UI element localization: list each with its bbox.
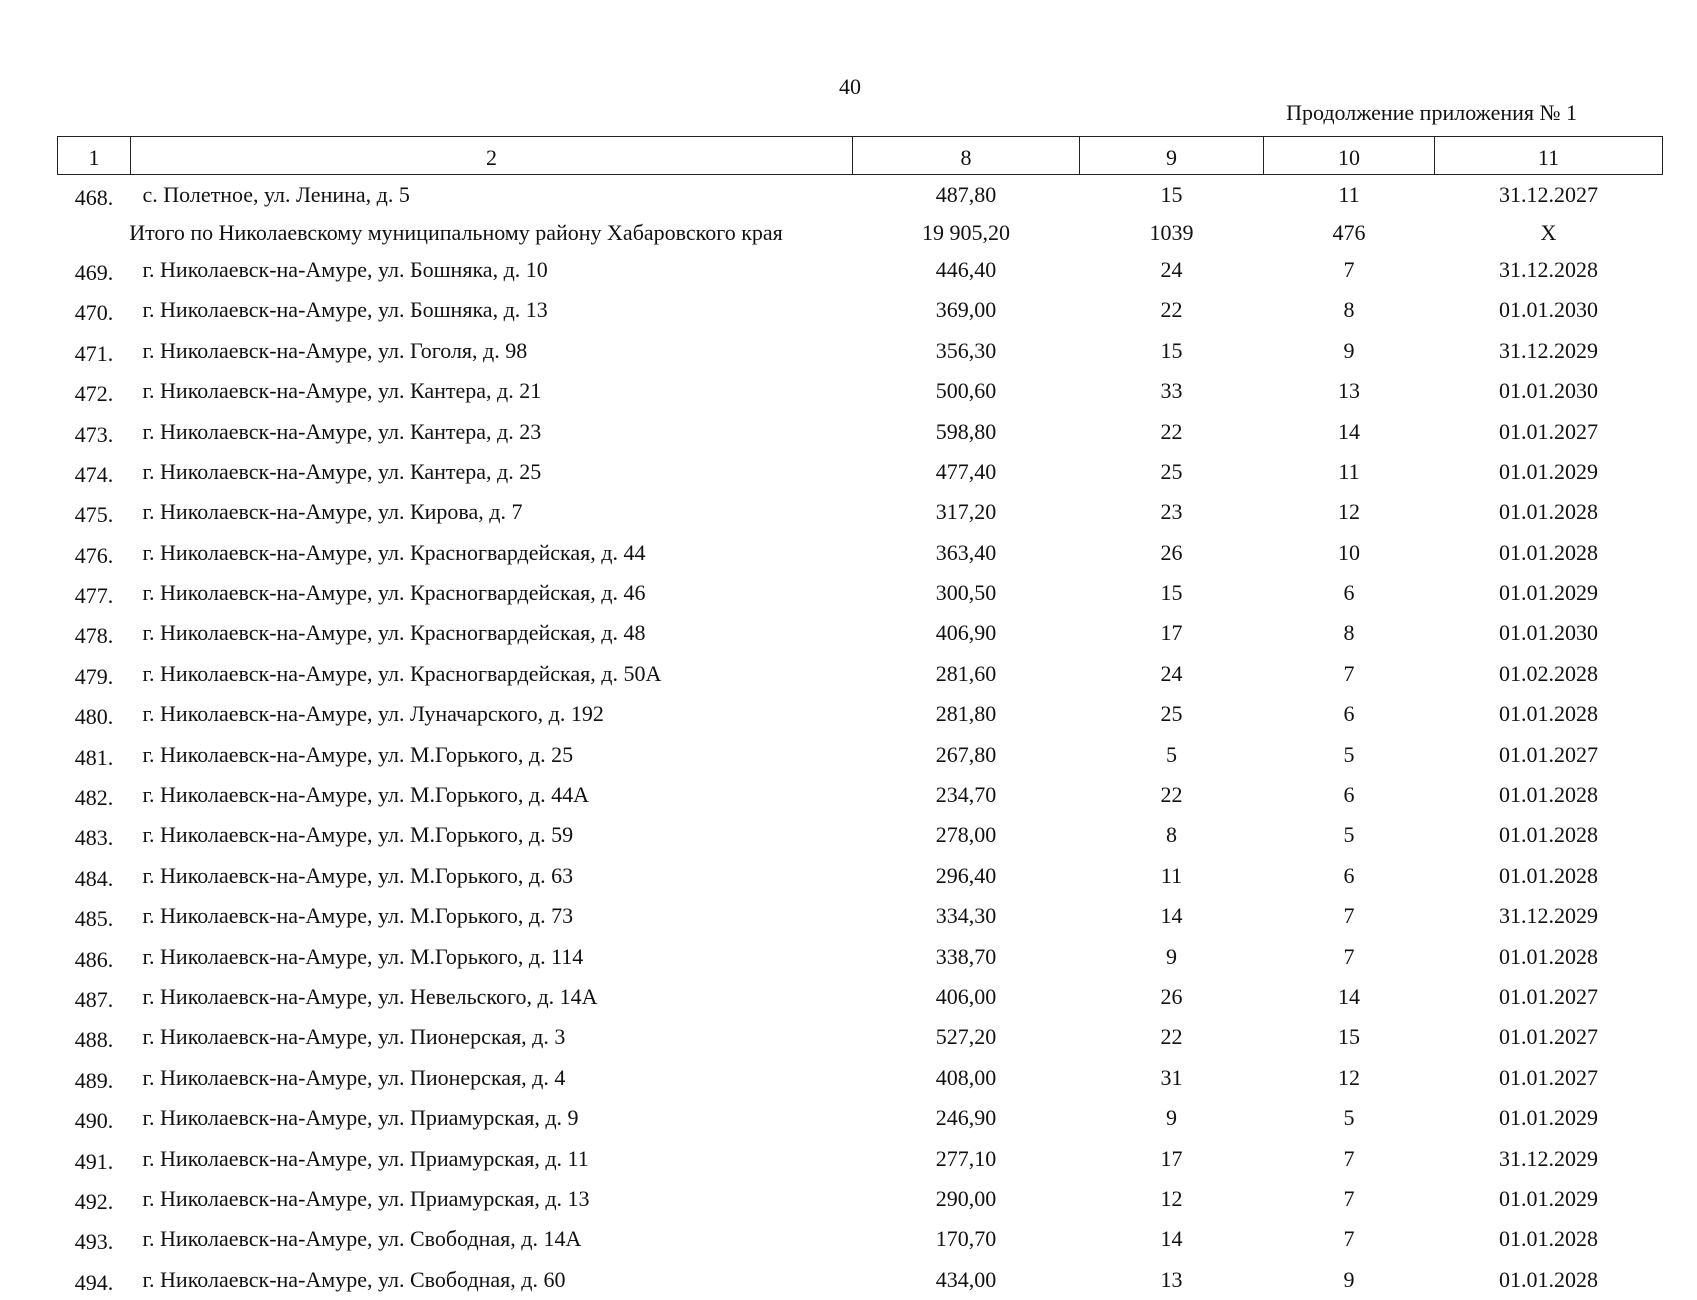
- table-row: [58, 250, 1663, 290]
- row-address: г. Николаевск-на-Амуре, ул. Свободная, д. 14А: [142, 1226, 582, 1252]
- table-row: [58, 613, 1663, 653]
- row-area: 356,30: [935, 337, 997, 363]
- row-date: 31.12.2027: [1499, 182, 1598, 208]
- row-area: 300,50: [935, 580, 997, 606]
- row-address: г. Николаевск-на-Амуре, ул. М.Горького, д. 73: [142, 903, 574, 929]
- row-number: 491.: [74, 1148, 114, 1174]
- table-row: [58, 371, 1663, 411]
- row-flats: 7: [1343, 1226, 1355, 1252]
- row-flats: 14: [1338, 984, 1360, 1009]
- row-area: 170,70: [935, 1226, 997, 1252]
- row-number: 494.: [74, 1269, 114, 1295]
- row-date: 01.01.2028: [1499, 862, 1598, 888]
- table-row: [58, 1219, 1663, 1259]
- table-row: [58, 533, 1663, 573]
- row-flats: 7: [1343, 903, 1355, 929]
- row-date: 01.01.2030: [1499, 378, 1598, 404]
- row-date: 31.12.2029: [1499, 903, 1598, 929]
- row-date: 01.01.2030: [1499, 297, 1598, 323]
- table-row: [58, 331, 1663, 371]
- row-number: 477.: [74, 583, 114, 609]
- row-residents: 14: [1160, 1226, 1183, 1252]
- row-date: 01.01.2027: [1499, 418, 1598, 444]
- row-residents: 22: [1160, 782, 1183, 808]
- row-area: 338,70: [935, 943, 997, 969]
- row-address: г. Николаевск-на-Амуре, ул. Пионерская, д. 3: [142, 1024, 566, 1050]
- row-residents: 24: [1160, 256, 1183, 282]
- row-flats: 14: [1338, 418, 1360, 444]
- header-col-8: 8: [853, 137, 1080, 175]
- table-row: [58, 815, 1663, 855]
- row-residents: 24: [1160, 660, 1183, 686]
- row-flats: 6: [1343, 862, 1355, 888]
- row-number: 489.: [74, 1067, 114, 1093]
- row-residents: 15: [1160, 337, 1183, 363]
- header-row: [58, 137, 1663, 175]
- row-date: 01.01.2028: [1499, 701, 1598, 727]
- row-residents: 8: [1166, 822, 1177, 848]
- row-address: г. Николаевск-на-Амуре, ул. Кантера, д. 25: [142, 458, 542, 484]
- row-area: 277,10: [935, 1145, 997, 1171]
- row-residents: 14: [1160, 903, 1183, 929]
- header-col-1: 1: [58, 137, 131, 175]
- row-flats: 7: [1343, 943, 1355, 969]
- row-area: 363,40: [935, 539, 997, 565]
- row-residents: 11: [1160, 862, 1183, 888]
- row-date: 01.01.2028: [1499, 782, 1598, 808]
- table-row: [58, 1098, 1663, 1138]
- row-number: 472.: [74, 381, 114, 407]
- row-area: 281,80: [935, 701, 997, 727]
- total-date: Х: [1540, 219, 1557, 245]
- row-date: 01.01.2029: [1499, 1105, 1598, 1131]
- row-number: 481.: [74, 744, 114, 770]
- total-label: Итого по Николаевскому муниципальному району Хабаровского края: [129, 219, 783, 245]
- row-flats: 15: [1338, 1024, 1360, 1050]
- table-row: [58, 977, 1663, 1017]
- row-area: 477,40: [935, 458, 997, 484]
- table-row: [58, 452, 1663, 492]
- row-area: 406,00: [935, 984, 997, 1009]
- table-row: [58, 1138, 1663, 1178]
- table-row: [58, 775, 1663, 815]
- row-area: 334,30: [935, 903, 997, 929]
- table-row: [58, 1017, 1663, 1057]
- row-date: 01.01.2028: [1499, 822, 1598, 848]
- row-address: г. Николаевск-на-Амуре, ул. Кантера, д. 21: [142, 378, 542, 404]
- table-row: [58, 1058, 1663, 1098]
- row-area: 446,40: [935, 256, 997, 282]
- row-number: 473.: [74, 421, 114, 447]
- row-flats: 9: [1343, 337, 1355, 363]
- table-row: [58, 694, 1663, 734]
- row-flats: 6: [1343, 782, 1355, 808]
- row-number: 471.: [74, 340, 114, 366]
- row-residents: 13: [1160, 1266, 1183, 1292]
- row-number: 469.: [74, 259, 114, 285]
- row-area: 369,00: [935, 297, 997, 323]
- row-number: 482.: [74, 785, 114, 811]
- row-date: 01.01.2028: [1499, 943, 1598, 969]
- row-residents: 22: [1160, 418, 1183, 444]
- row-area: 487,80: [935, 182, 997, 208]
- row-flats: 10: [1338, 539, 1360, 565]
- table-row: [58, 1179, 1663, 1219]
- row-address: г. Николаевск-на-Амуре, ул. М.Горького, д. 63: [142, 862, 574, 888]
- row-area: 281,60: [935, 660, 997, 686]
- row-date: 31.12.2028: [1499, 256, 1598, 282]
- row-residents: 25: [1160, 701, 1183, 727]
- row-number: 475.: [74, 502, 114, 528]
- row-date: 31.12.2029: [1499, 337, 1598, 363]
- row-number: 484.: [74, 865, 114, 891]
- row-address: г. Николаевск-на-Амуре, ул. М.Горького, д. 44А: [142, 782, 589, 808]
- row-number: 476.: [74, 542, 114, 568]
- total-residents: 1039: [1149, 219, 1194, 245]
- table-body: [58, 175, 1663, 1300]
- row-residents: 9: [1166, 1105, 1177, 1131]
- row-residents: 22: [1160, 297, 1183, 323]
- row-date: 01.01.2028: [1499, 539, 1598, 565]
- housing-register-table: [57, 136, 1663, 1300]
- row-residents: 17: [1160, 1145, 1183, 1171]
- row-address: г. Николаевск-на-Амуре, ул. Пионерская, д. 4: [142, 1064, 566, 1090]
- table-row: [58, 896, 1663, 936]
- row-residents: 22: [1160, 1024, 1183, 1050]
- row-number: 485.: [74, 906, 114, 932]
- row-flats: 12: [1338, 499, 1360, 525]
- row-address: г. Николаевск-на-Амуре, ул. Красногвардейская, д. 50А: [142, 660, 662, 686]
- row-area: 598,80: [935, 418, 997, 444]
- row-residents: 9: [1166, 943, 1177, 969]
- row-residents: 15: [1160, 182, 1183, 208]
- row-flats: 5: [1343, 822, 1355, 848]
- row-residents: 12: [1160, 1185, 1183, 1211]
- row-address: г. Николаевск-на-Амуре, ул. Гоголя, д. 98: [142, 337, 528, 363]
- row-flats: 5: [1343, 1105, 1355, 1131]
- page-number: 40: [839, 74, 861, 99]
- row-date: 01.01.2028: [1499, 499, 1598, 525]
- row-date: 01.01.2027: [1499, 984, 1598, 1009]
- row-number: 479.: [74, 663, 114, 689]
- row-date: 01.01.2030: [1499, 620, 1598, 646]
- row-flats: 7: [1343, 1185, 1355, 1211]
- row-address: г. Николаевск-на-Амуре, ул. Красногвардейская, д. 46: [142, 580, 646, 606]
- row-date: 01.01.2028: [1499, 1266, 1598, 1292]
- row-area: 278,00: [935, 822, 997, 848]
- table-row: [58, 856, 1663, 896]
- row-address: г. Николаевск-на-Амуре, ул. Луначарского, д. 192: [142, 701, 604, 727]
- row-area: 267,80: [935, 741, 997, 767]
- row-number: 493.: [74, 1229, 114, 1255]
- row-number: 492.: [74, 1188, 114, 1214]
- row-flats: 6: [1343, 580, 1355, 606]
- total-area: 19 905,20: [922, 219, 1010, 245]
- row-number: 486.: [74, 946, 114, 972]
- row-area: 434,00: [935, 1266, 997, 1292]
- row-area: 290,00: [935, 1185, 997, 1211]
- row-residents: 26: [1160, 984, 1183, 1009]
- row-date: 01.01.2027: [1499, 1064, 1598, 1090]
- header-col-2: 2: [131, 137, 853, 175]
- row-address: с. Полетное, ул. Ленина, д. 5: [142, 182, 410, 208]
- row-address: г. Николаевск-на-Амуре, ул. Кантера, д. 23: [142, 418, 542, 444]
- row-area: 317,20: [935, 499, 997, 525]
- row-date: 01.01.2027: [1499, 1024, 1598, 1050]
- row-address: г. Николаевск-на-Амуре, ул. Приамурская, д. 11: [142, 1145, 589, 1171]
- row-number: 474.: [74, 461, 114, 487]
- row-flats: 7: [1343, 1145, 1355, 1171]
- row-flats: 11: [1338, 182, 1360, 208]
- row-flats: 7: [1343, 256, 1355, 282]
- table-row: [58, 492, 1663, 532]
- row-number: 490.: [74, 1108, 114, 1134]
- row-address: г. Николаевск-на-Амуре, ул. Бошняка, д. 13: [142, 297, 548, 323]
- row-area: 234,70: [935, 782, 997, 808]
- table-row: [58, 734, 1663, 774]
- table-row: [58, 290, 1663, 330]
- row-flats: 11: [1338, 458, 1360, 484]
- total-row: [58, 215, 1663, 249]
- row-address: г. Николаевск-на-Амуре, ул. Красногвардейская, д. 48: [142, 620, 646, 646]
- table-row: [58, 411, 1663, 451]
- row-address: г. Николаевск-на-Амуре, ул. М.Горького, д. 59: [142, 822, 574, 848]
- row-number: 483.: [74, 825, 114, 851]
- row-date: 01.02.2028: [1499, 660, 1598, 686]
- header-col-10: 10: [1264, 137, 1435, 175]
- row-area: 527,20: [935, 1024, 997, 1050]
- row-number: 470.: [74, 300, 114, 326]
- row-number: 468.: [74, 185, 114, 211]
- row-area: 406,90: [935, 620, 997, 646]
- row-flats: 5: [1343, 741, 1355, 767]
- row-date: 01.01.2029: [1499, 458, 1598, 484]
- total-flats: 476: [1332, 219, 1366, 245]
- header-col-9: 9: [1080, 137, 1264, 175]
- row-residents: 5: [1166, 741, 1177, 767]
- header-col-11: 11: [1435, 137, 1663, 175]
- row-flats: 9: [1343, 1266, 1355, 1292]
- row-date: 01.01.2029: [1499, 580, 1598, 606]
- row-residents: 23: [1160, 499, 1183, 525]
- row-address: г. Николаевск-на-Амуре, ул. Приамурская, д. 13: [142, 1185, 590, 1211]
- row-flats: 13: [1338, 378, 1360, 404]
- row-flats: 6: [1343, 701, 1355, 727]
- row-residents: 25: [1160, 458, 1183, 484]
- row-residents: 26: [1160, 539, 1183, 565]
- row-address: г. Николаевск-на-Амуре, ул. Приамурская, д. 9: [142, 1105, 579, 1131]
- row-number: 478.: [74, 623, 114, 649]
- table-row: [58, 936, 1663, 976]
- table-row: [58, 654, 1663, 694]
- row-flats: 8: [1343, 620, 1355, 646]
- row-number: 480.: [74, 704, 114, 730]
- row-residents: 33: [1160, 378, 1183, 404]
- row-date: 01.01.2029: [1499, 1185, 1598, 1211]
- row-number: 488.: [74, 1027, 114, 1053]
- table-header: [58, 137, 1663, 175]
- row-date: 01.01.2027: [1499, 741, 1598, 767]
- table-row: [58, 1260, 1663, 1300]
- row-area: 500,60: [935, 378, 997, 404]
- row-flats: 8: [1343, 297, 1355, 323]
- row-number: 487.: [74, 987, 114, 1012]
- row-address: г. Николаевск-на-Амуре, ул. Свободная, д. 60: [142, 1266, 566, 1292]
- row-flats: 12: [1338, 1064, 1360, 1090]
- row-address: г. Николаевск-на-Амуре, ул. М.Горького, д. 25: [142, 741, 574, 767]
- appendix-continuation-note: Продолжение приложения № 1: [1286, 100, 1577, 125]
- row-residents: 31: [1160, 1064, 1183, 1090]
- row-address: г. Николаевск-на-Амуре, ул. Красногвардейская, д. 44: [142, 539, 646, 565]
- row-date: 01.01.2028: [1499, 1226, 1598, 1252]
- row-area: 296,40: [935, 862, 997, 888]
- row-residents: 15: [1160, 580, 1183, 606]
- row-address: г. Николаевск-на-Амуре, ул. Невельского, д. 14А: [142, 984, 598, 1009]
- row-area: 246,90: [935, 1105, 997, 1131]
- row-address: г. Николаевск-на-Амуре, ул. Бошняка, д. 10: [142, 256, 548, 282]
- row-residents: 17: [1160, 620, 1183, 646]
- row-address: г. Николаевск-на-Амуре, ул. М.Горького, д. 114: [142, 943, 584, 969]
- row-address: г. Николаевск-на-Амуре, ул. Кирова, д. 7: [142, 499, 523, 525]
- row-area: 408,00: [935, 1064, 997, 1090]
- row-date: 31.12.2029: [1499, 1145, 1598, 1171]
- table-row: [58, 175, 1663, 216]
- table-row: [58, 573, 1663, 613]
- row-flats: 7: [1343, 660, 1355, 686]
